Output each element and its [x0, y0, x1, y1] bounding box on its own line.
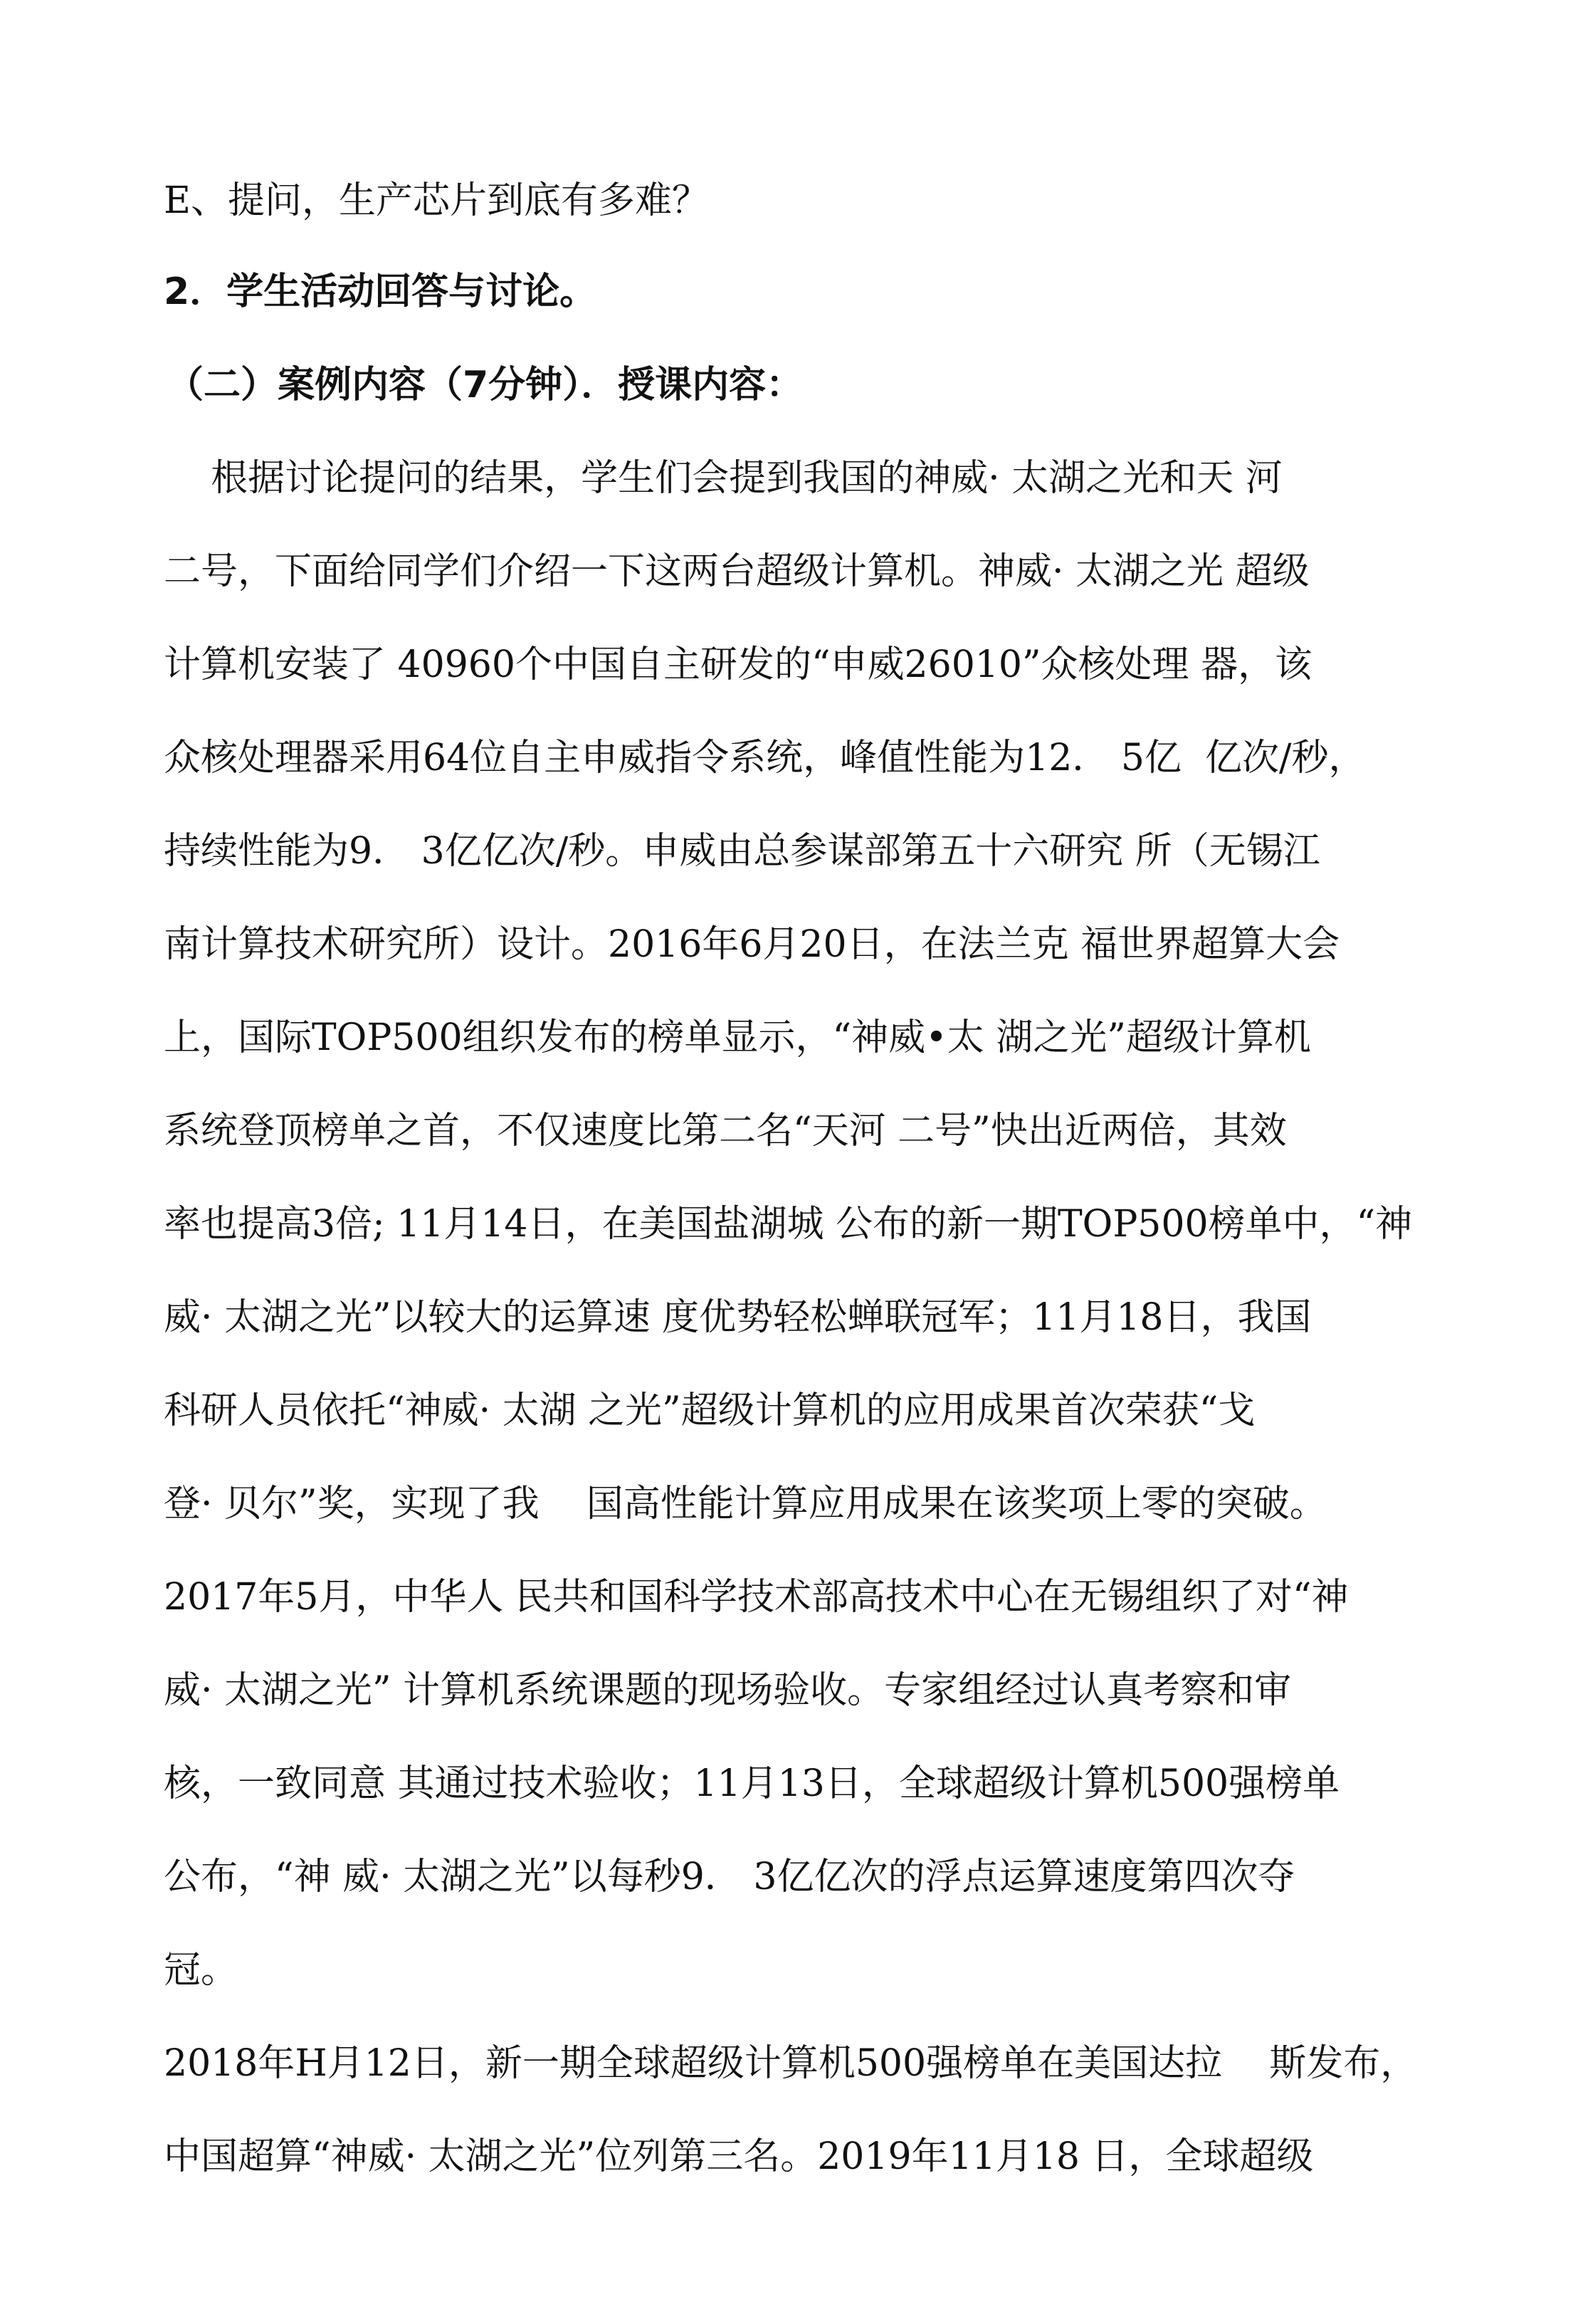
paragraph-line: 上，国际TOP500组织发布的榜单显示，“神威•太 湖之光”超级计算机	[164, 1016, 1311, 1059]
paragraph-line: 登· 贝尔”奖，实现了我 国高性能计算应用成果在该奖项上零的突破。	[164, 1483, 1327, 1525]
paragraph-line: 威· 太湖之光” 计算机系统课题的现场验收。专家组经过认真考察和审	[164, 1669, 1292, 1712]
paragraph-line: 计算机安装了 40960个中国自主研发的“申威26010”众核处理 器，该	[164, 643, 1312, 686]
paragraph-line: 公布，“神 威· 太湖之光”以每秒9． 3亿亿次的浮点运算速度第四次夺	[164, 1856, 1295, 1898]
paragraph-line: 2018年H月12日，新一期全球超级计算机500强榜单在美国达拉 斯发布，	[164, 2042, 1418, 2085]
paragraph-line: 2017年5月，中华人 民共和国科学技术部高技术中心在无锡组织了对“神	[164, 1576, 1349, 1619]
paragraph-line: 核，一致同意 其通过技术验收；11月13日，全球超级计算机500强榜单	[164, 1762, 1340, 1805]
paragraph-line: 科研人员依托“神威· 太湖 之光”超级计算机的应用成果首次荣获“戈	[164, 1389, 1256, 1432]
paragraph-line: 威· 太湖之光”以较大的运算速 度优势轻松蝉联冠军；11月18日，我国	[164, 1296, 1312, 1339]
paragraph-line: 南计算技术研究所）设计。2016年6月20日，在法兰克 福世界超算大会	[164, 923, 1340, 966]
paragraph-line: 冠。	[164, 1949, 238, 1992]
paragraph-line: 系统登顶榜单之首，不仅速度比第二名“天河 二号”快出近两倍，其效	[164, 1110, 1287, 1152]
paragraph-line: 根据讨论提问的结果，学生们会提到我国的神威· 太湖之光和天 河	[164, 457, 1283, 500]
paragraph-line: 中国超算“神威· 太湖之光”位列第三名。2019年11月18 日，全球超级	[164, 2135, 1314, 2178]
paragraph-line: 率也提高3倍; 11月14日，在美国盐湖城 公布的新一期TOP500榜单中，“神	[164, 1203, 1413, 1246]
question-line: E、提问，生产芯片到底有多难？	[164, 179, 709, 222]
paragraph-line: 众核处理器采用64位自主申威指令系统，峰值性能为12． 5亿 亿次/秒，	[164, 737, 1366, 779]
paragraph-line: 二号，下面给同学们介绍一下这两台超级计算机。神威· 太湖之光 超级	[164, 550, 1310, 593]
section-heading-case: （二）案例内容（7分钟）．授课内容：	[167, 364, 804, 406]
paragraph-line: 持续性能为9． 3亿亿次/秒。申威由总参谋部第五十六研究 所（无锡江	[164, 830, 1320, 873]
section-heading-activity: 2．学生活动回答与讨论。	[164, 270, 597, 313]
